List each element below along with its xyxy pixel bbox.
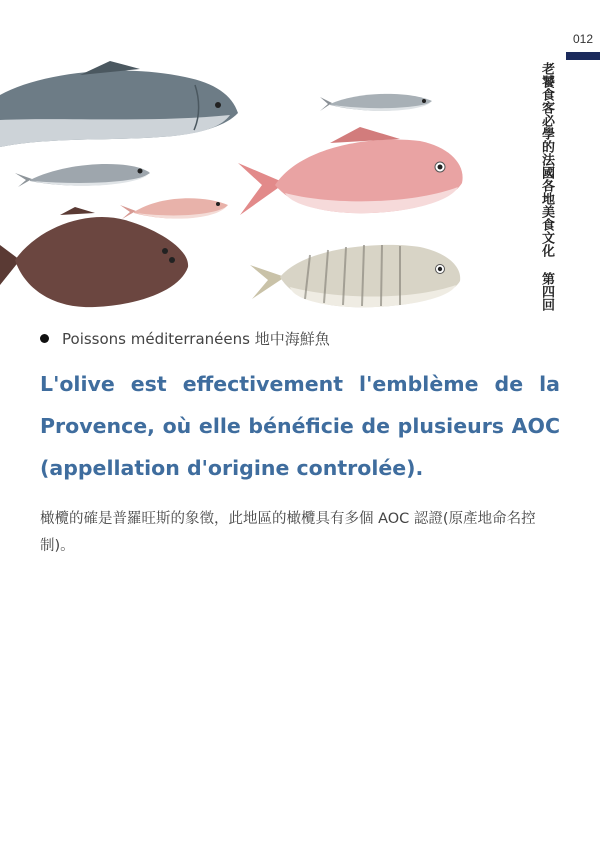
series-title: 老饕食客必學的法國各地美食文化 第四回 <box>539 62 554 311</box>
fish-sea-bass <box>0 61 238 147</box>
body-paragraph: 橄欖的確是普羅旺斯的象徵，此地區的橄欖具有多個 AOC 認證(原產地命名控制)。 <box>40 511 536 554</box>
accent-bar <box>566 52 600 60</box>
fish-striped-bream <box>250 245 460 307</box>
fish-sardine <box>320 94 432 111</box>
page-number: 012 <box>572 32 594 46</box>
headline: L'olive est effectivement l'emblème de la Provence, où elle bénéficie de plusieurs AOC (appellation d'origine controlée). <box>40 372 560 480</box>
mediterranean-fish-photo <box>0 55 470 317</box>
fish-red-mullet <box>120 198 228 219</box>
caption-text: Poissons méditerranéens 地中海鮮魚 <box>62 330 330 348</box>
fish-sea-bream <box>238 127 463 215</box>
bullet-dot <box>40 334 49 343</box>
figure-caption <box>40 328 330 349</box>
fish-flatfish <box>0 207 188 307</box>
fish-mackerel <box>15 164 150 187</box>
